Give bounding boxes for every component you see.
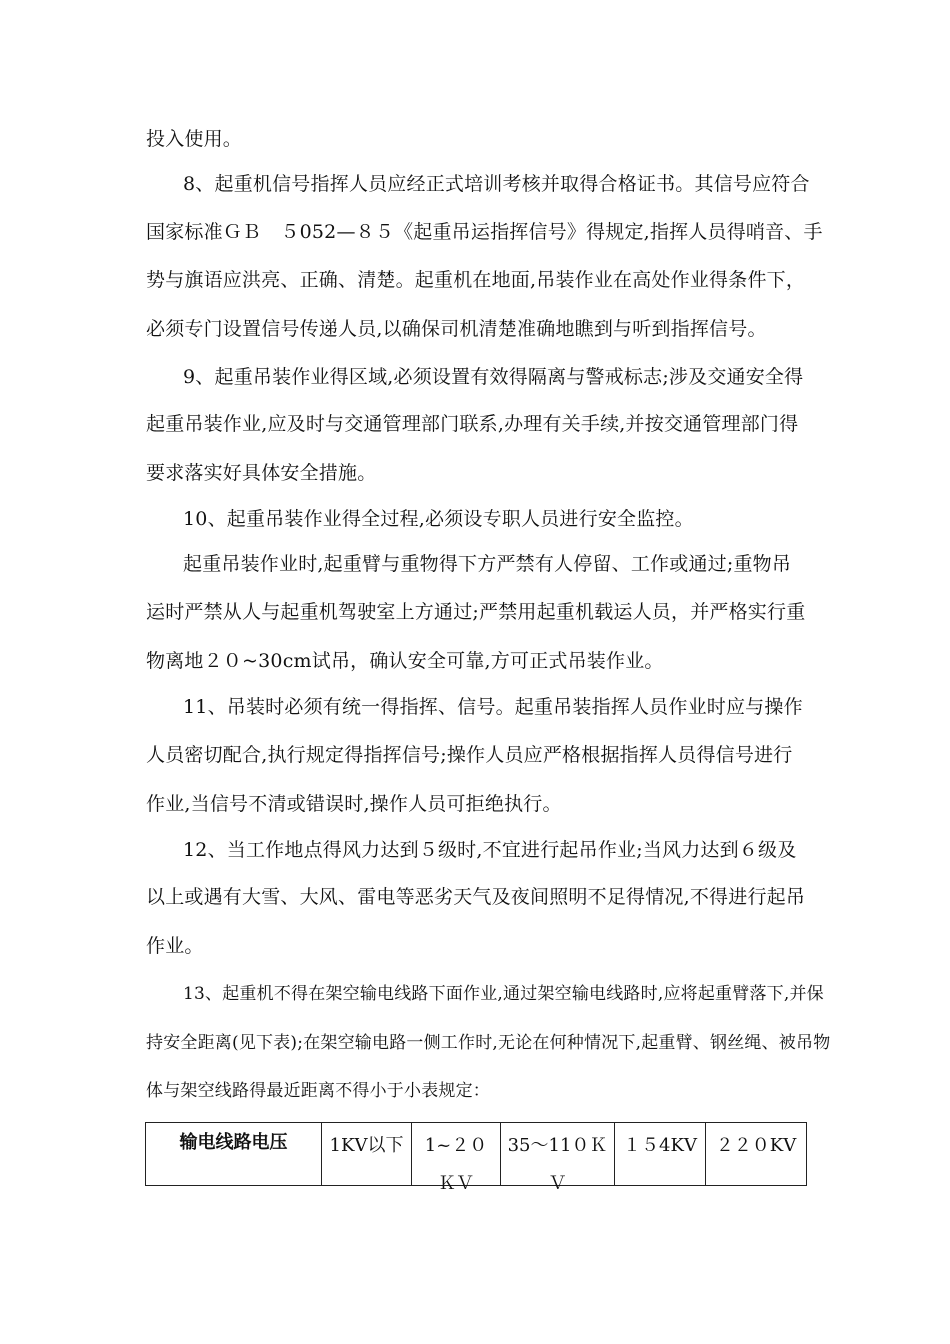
table-cell-text: 1~２０ＫＶ (424, 1135, 488, 1194)
paragraph-line: 13、起重机不得在架空输电线路下面作业,通过架空输电线路时,应将起重臂落下,并保 (183, 984, 824, 1004)
table-cell-text: 1KV以下 (329, 1135, 404, 1156)
table-cell (706, 1123, 807, 1186)
paragraph-line: 物离地２０~30cm试吊，确认安全可靠,方可正式吊装作业。 (146, 650, 664, 672)
paragraph-line: 人员密切配合,执行规定得指挥信号;操作人员应严格根据指挥人员得信号进行 (146, 744, 793, 766)
paragraph-line: 12、当工作地点得风力达到５级时,不宜进行起吊作业;当风力达到６级及 (183, 839, 797, 861)
table-cell (615, 1123, 706, 1186)
table-cell-text: １５4KV (623, 1135, 697, 1156)
paragraph-line: 要求落实好具体安全措施。 (146, 462, 377, 484)
paragraph-line: 作业,当信号不清或错误时,操作人员可拒绝执行。 (146, 793, 562, 815)
paragraph-line: 持安全距离(见下表);在架空输电路一侧工作时,无论在何种情况下,起重臂、钢丝绳、被吊物 (146, 1033, 831, 1053)
table-header-cell (146, 1123, 322, 1186)
paragraph-line: 起重吊装作业,应及时与交通管理部门联系,办理有关手续,并按交通管理部门得 (146, 413, 799, 435)
paragraph-line: 9、起重吊装作业得区域,必须设置有效得隔离与警戒标志;涉及交通安全得 (183, 366, 804, 388)
paragraph-line: 以上或遇有大雪、大风、雷电等恶劣天气及夜间照明不足得情况,不得进行起吊 (146, 886, 806, 908)
table-cell (412, 1123, 501, 1194)
table-row (146, 1123, 807, 1186)
paragraph-line: 10、起重吊装作业得全过程,必须设专职人员进行安全监控。 (183, 508, 694, 530)
paragraph-line: 投入使用。 (146, 128, 243, 150)
paragraph-line: 国家标准ＧＢ ５052—８５《起重吊运指挥信号》得规定,指挥人员得哨音、手 (146, 221, 823, 243)
paragraph-line: 必须专门设置信号传递人员,以确保司机清楚准确地瞧到与听到指挥信号。 (146, 318, 767, 340)
table-cell-text: 35～11０ＫＶ (507, 1135, 608, 1194)
paragraph-line: 势与旗语应洪亮、正确、清楚。起重机在地面,吊装作业在高处作业得条件下， (146, 269, 806, 291)
paragraph-line: 体与架空线路得最近距离不得小于小表规定： (146, 1081, 490, 1101)
voltage-distance-table (145, 1122, 807, 1194)
table-cell-text: ２２０KV (715, 1135, 797, 1156)
table-header-label: 输电线路电压 (179, 1132, 288, 1153)
paragraph-line: 起重吊装作业时,起重臂与重物得下方严禁有人停留、工作或通过;重物吊 (183, 553, 792, 575)
paragraph-line: 11、吊装时必须有统一得指挥、信号。起重吊装指挥人员作业时应与操作 (183, 696, 803, 718)
paragraph-line: 运时严禁从人与起重机驾驶室上方通过;严禁用起重机载运人员，并严格实行重 (146, 601, 806, 623)
table-cell (501, 1123, 615, 1194)
paragraph-line: 作业。 (146, 935, 204, 957)
paragraph-line: 8、起重机信号指挥人员应经正式培训考核并取得合格证书。其信号应符合 (183, 173, 810, 195)
table-cell (322, 1123, 412, 1186)
